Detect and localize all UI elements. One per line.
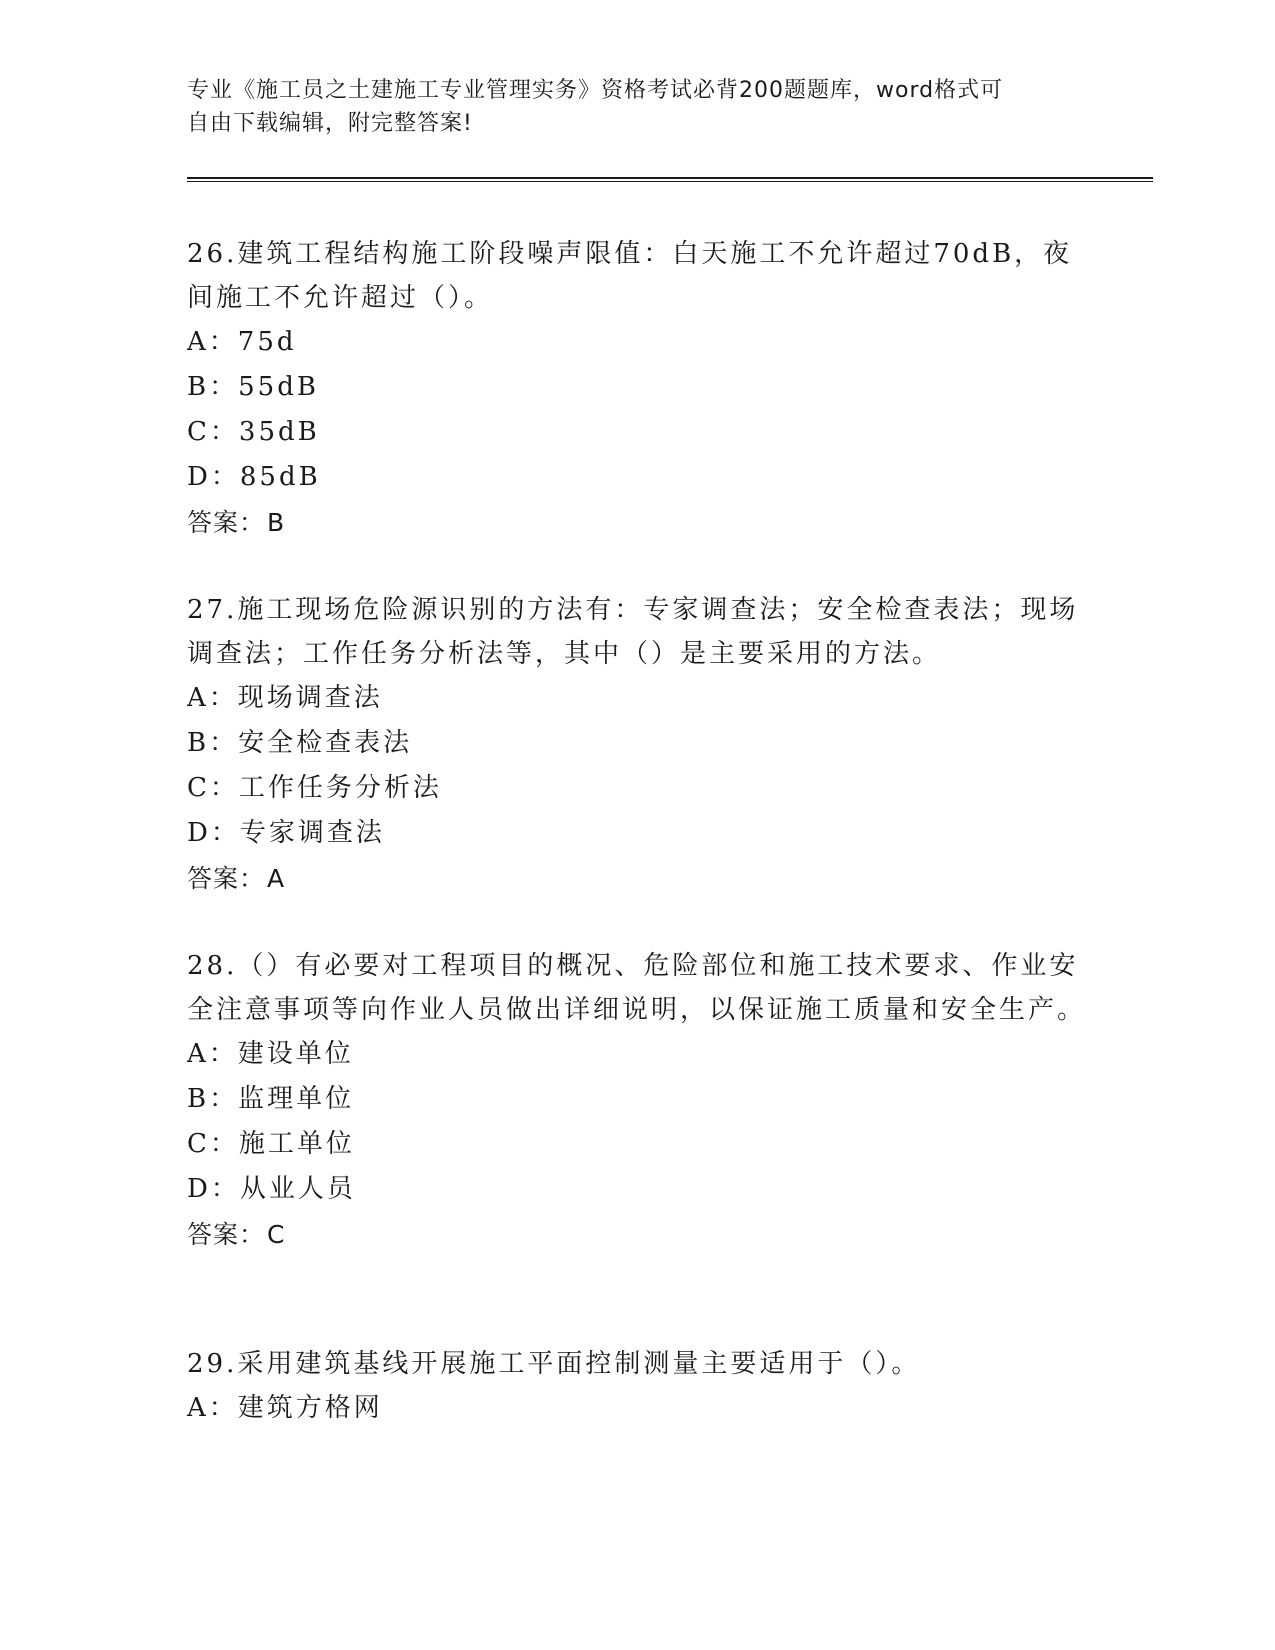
option-value: 专家调查法 bbox=[239, 818, 385, 848]
answer-line bbox=[187, 856, 1087, 901]
option-value: 从业人员 bbox=[239, 1174, 356, 1204]
option-value: 安全检查表法 bbox=[238, 728, 413, 758]
question-text: 28.（）有必要对工程项目的概况、危险部位和施工技术要求、作业安全注意事项等向作业人员做出详细说明，以保证施工质量和安全生产。 bbox=[187, 951, 1087, 1025]
option-label: D： bbox=[187, 818, 240, 848]
option-d bbox=[187, 1167, 1087, 1212]
answer-label: 答案： bbox=[187, 508, 266, 537]
option-value: 建筑方格网 bbox=[237, 1393, 383, 1423]
option-label: C： bbox=[187, 417, 239, 447]
option-value: 建设单位 bbox=[237, 1039, 354, 1069]
option-label: C： bbox=[187, 1129, 239, 1159]
option-label: A： bbox=[187, 1393, 238, 1423]
option-d bbox=[187, 455, 1087, 500]
option-b bbox=[187, 721, 1087, 766]
answer-label: 答案： bbox=[187, 1220, 266, 1249]
option-b bbox=[187, 365, 1087, 410]
header-divider bbox=[187, 177, 1153, 182]
header-title-line-1: 专业《施工员之土建施工专业管理实务》资格考试必背200题题库，word格式可 bbox=[187, 78, 1004, 103]
option-label: B： bbox=[187, 372, 239, 402]
header-title-line-2: 自由下载编辑，附完整答案! bbox=[187, 111, 473, 136]
option-c bbox=[187, 410, 1087, 455]
question-28 bbox=[187, 944, 1087, 1257]
option-label: A： bbox=[187, 1039, 238, 1069]
option-value: 施工单位 bbox=[238, 1129, 355, 1159]
answer-value: A bbox=[267, 864, 286, 893]
option-label: A： bbox=[187, 327, 238, 357]
answer-line bbox=[187, 500, 1087, 545]
option-value: 工作任务分析法 bbox=[238, 773, 442, 803]
answer-value: B bbox=[267, 508, 286, 537]
option-label: B： bbox=[187, 728, 239, 758]
option-c bbox=[187, 1122, 1087, 1167]
option-value: 35dB bbox=[238, 417, 320, 447]
question-29 bbox=[187, 1342, 1087, 1431]
option-value: 55dB bbox=[238, 372, 319, 402]
answer-label: 答案： bbox=[187, 864, 266, 893]
document-header bbox=[187, 74, 1067, 140]
option-b bbox=[187, 1077, 1087, 1122]
option-value: 75d bbox=[237, 327, 297, 357]
answer-value: C bbox=[267, 1220, 286, 1249]
option-label: D： bbox=[187, 1174, 240, 1204]
option-a bbox=[187, 320, 1087, 365]
option-a bbox=[187, 676, 1087, 721]
option-d bbox=[187, 811, 1087, 856]
option-c bbox=[187, 766, 1087, 811]
question-text: 26.建筑工程结构施工阶段噪声限值：白天施工不允许超过70dB，夜间施工不允许超过（）。 bbox=[187, 239, 1073, 313]
question-27 bbox=[187, 588, 1087, 901]
question-26 bbox=[187, 232, 1087, 545]
option-value: 85dB bbox=[239, 462, 321, 492]
option-a bbox=[187, 1032, 1087, 1077]
option-label: A： bbox=[187, 683, 238, 713]
answer-line bbox=[187, 1212, 1087, 1257]
option-label: B： bbox=[187, 1084, 239, 1114]
question-text: 27.施工现场危险源识别的方法有：专家调查法；安全检查表法；现场调查法；工作任务分析法等，其中（）是主要采用的方法。 bbox=[187, 595, 1079, 669]
option-value: 监理单位 bbox=[238, 1084, 355, 1114]
option-a bbox=[187, 1386, 1087, 1431]
option-label: D： bbox=[187, 462, 240, 492]
option-label: C： bbox=[187, 773, 239, 803]
question-text: 29.采用建筑基线开展施工平面控制测量主要适用于（）。 bbox=[187, 1349, 921, 1379]
option-value: 现场调查法 bbox=[237, 683, 383, 713]
